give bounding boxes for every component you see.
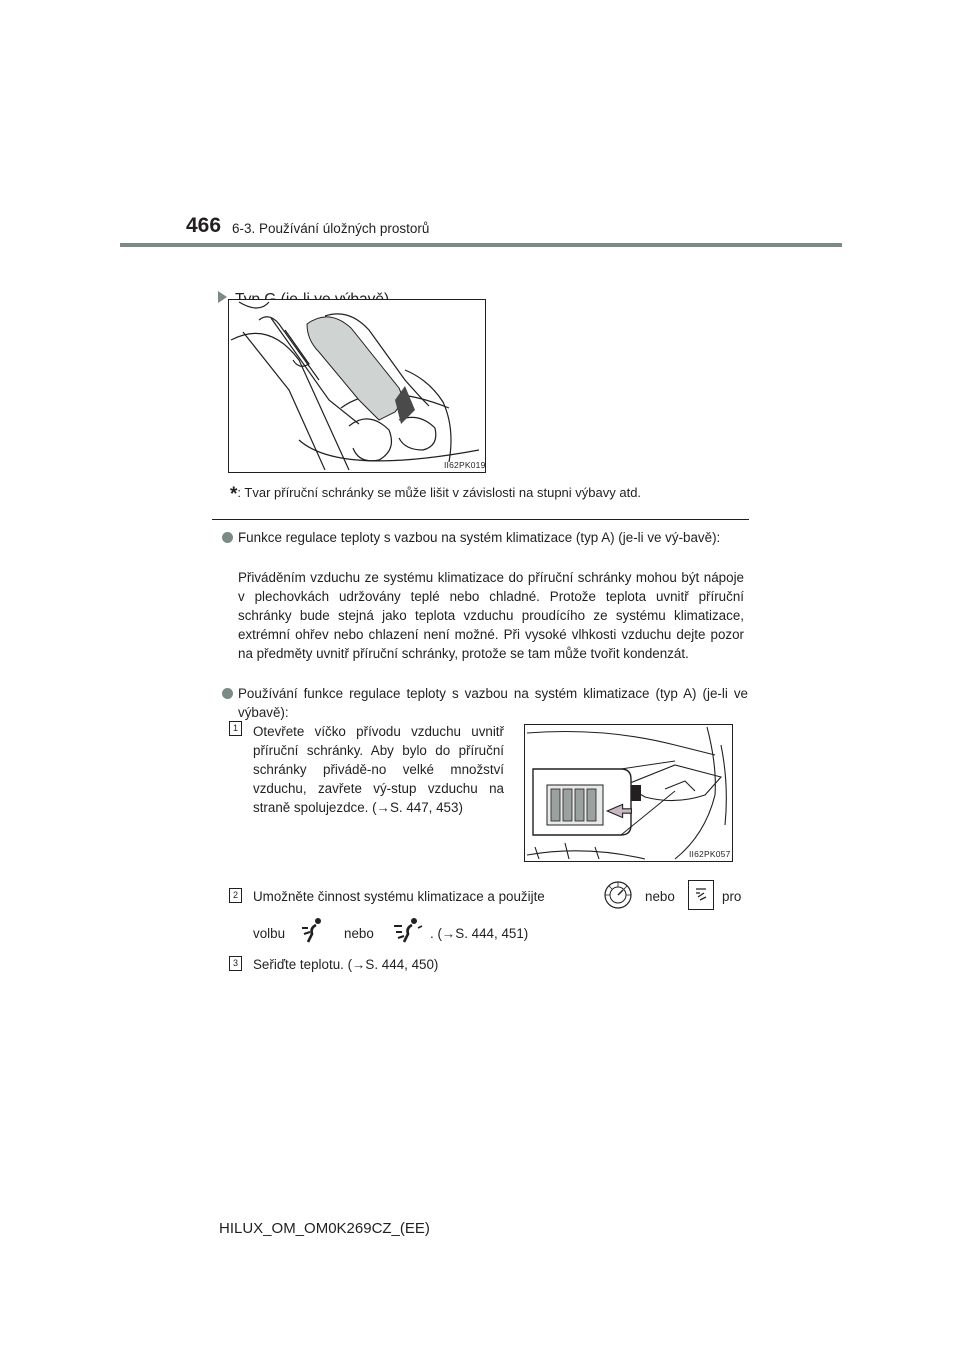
page-number: 466 (186, 214, 222, 237)
document-code-footer: HILUX_OM_OM0K269CZ_(EE) (219, 1220, 430, 1237)
footnote-text: : Tvar příruční schránky se může lišit v závislosti na stupni výbavy atd. (237, 485, 642, 500)
triangle-marker-icon (218, 291, 227, 303)
step-2-text-e: nebo (344, 926, 374, 941)
ac-mode-button-icon (688, 880, 714, 910)
bullet-icon (222, 688, 233, 699)
step-number-3: 3 (229, 956, 242, 971)
glovebox-vent-illustration (525, 725, 732, 861)
figure-code: II62PK057 (689, 849, 731, 859)
step-3-text: Seřiďte teplotu. (→S. 444, 450) (253, 957, 439, 972)
step-2-text-d: volbu (253, 926, 286, 941)
ac-dial-icon (603, 880, 633, 910)
header-rule (120, 243, 842, 247)
step-2-text-b: nebo (645, 889, 675, 904)
console-storage-illustration (229, 300, 485, 472)
bullet-item (238, 528, 748, 547)
bullet-icon (222, 532, 233, 543)
step-1-text: Otevřete víčko přívodu vzduchu uvnitř příruční schránky. Aby bylo do příruční schránky přivádě-no velké množství vzduchu, zavřete vý-stup vzduchu na straně spolujezdce. (→S. 447, 453) (253, 724, 504, 815)
step-2-text-a: Umožněte činnost systému klimatizace a použijte (253, 889, 545, 904)
bullet-item (238, 684, 748, 722)
footnote-star: * (230, 484, 238, 505)
bullet-title: Funkce regulace teploty s vazbou na systém klimatizace (typ A) (je-li ve vý-bavě): (238, 530, 721, 545)
footnote (230, 484, 641, 506)
figure-console-storage (228, 299, 486, 473)
section-divider (212, 519, 749, 520)
bullet-body: Přiváděním vzduchu ze systému klimatizace do příruční schránky mohou být nápoje v plechovkách udržovány teplé nebo chladné. Protože teplota uvnitř příruční schránky bude stejná jako teplota vzduchu proudícího ze systému klimatizace, extrémní ohřev nebo chlazení není možné. Při vysoké vlhkosti vzduchu dejte pozor na předměty uvnitř příruční schránky, protože se tam může tvořit kondenzát. (238, 570, 744, 661)
step-2-text-c: pro (722, 889, 742, 904)
figure-glovebox-vent (524, 724, 733, 862)
figure-code: II62PK019 (444, 460, 486, 470)
airflow-face-feet-icon (298, 916, 326, 944)
airflow-feet-defrost-icon (392, 916, 424, 944)
step-number-2: 2 (229, 888, 242, 903)
chapter-title: 6-3. Používání úložných prostorů (232, 221, 430, 236)
bullet-title: Používání funkce regulace teploty s vazbou na systém klimatizace (typ A) (je-li ve výbavě): (238, 686, 748, 720)
step-2-text-f: . (→S. 444, 451) (430, 926, 529, 941)
step-number-1: 1 (229, 721, 242, 736)
